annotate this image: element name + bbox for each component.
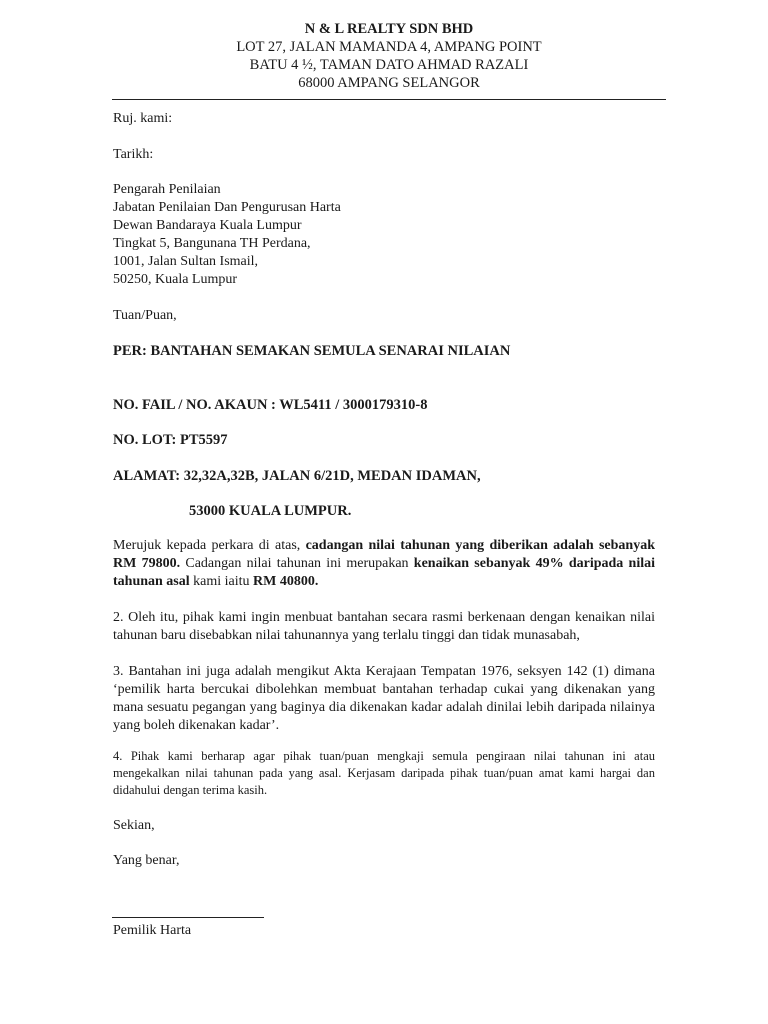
p1-text: Merujuk kepada perkara di atas,	[113, 538, 306, 553]
p1-bold-increase: kenaikan sebanyak 49% daripada nilai tahunan asal	[113, 556, 656, 589]
p1-bold-original-value: RM 40800.	[253, 574, 319, 589]
reference-label: Ruj. kami:	[113, 111, 173, 126]
p1-text: kami iaitu	[189, 574, 254, 589]
recipient-line: Jabatan Penilaian Dan Pengurusan Harta	[113, 200, 341, 215]
date-label: Tarikh:	[113, 147, 154, 162]
file-account-number: NO. FAIL / NO. AKAUN : WL5411 / 3000179310-8	[113, 397, 428, 413]
property-address-line-2: 53000 KUALA LUMPUR.	[189, 503, 352, 519]
salutation: Tuan/Puan,	[113, 308, 177, 323]
paragraph-2: 2. Oleh itu, pihak kami ingin menbuat bantahan secara rasmi berkenaan dengan kenaikan nilai tahunan baru disebabkan nilai tahunannya yang terlalu tinggi dan tidak munasabah,	[113, 610, 655, 643]
company-name: N & L REALTY SDN BHD	[304, 21, 474, 37]
signatory-title: Pemilik Harta	[113, 923, 192, 938]
recipient-line: Tingkat 5, Bangunana TH Perdana,	[113, 236, 311, 251]
subject-heading: PER: BANTAHAN SEMAKAN SEMULA SENARAI NILAIAN	[113, 343, 511, 359]
recipient-line: 1001, Jalan Sultan Ismail,	[113, 254, 259, 269]
company-address-line-2: BATU 4 ½, TAMAN DATO AHMAD RAZALI	[249, 57, 529, 73]
recipient-line: 50250, Kuala Lumpur	[113, 272, 238, 287]
p1-text: Cadangan nilai tahunan ini merupakan	[180, 556, 414, 571]
company-address-line-3: 68000 AMPANG SELANGOR	[298, 75, 480, 91]
recipient-line: Pengarah Penilaian	[113, 182, 221, 197]
recipient-line: Dewan Bandaraya Kuala Lumpur	[113, 218, 302, 233]
closing-yang-benar: Yang benar,	[113, 853, 180, 868]
signature-line	[112, 917, 264, 918]
closing-sekian: Sekian,	[113, 818, 155, 833]
header-divider	[112, 99, 666, 100]
lot-number: NO. LOT: PT5597	[113, 432, 228, 448]
paragraph-3: 3. Bantahan ini juga adalah mengikut Akta Kerajaan Tempatan 1976, seksyen 142 (1) dimana ‘pemilik harta bercukai dibolehkan membuat bantahan terhadap cukai yang dikenakan yang mana sesuatu pegangan yang baginya dia dikenakan kadar adalah dinilai lebih daripada nilainya yang boleh dikenakan kadar’.	[113, 664, 655, 733]
company-address-line-1: LOT 27, JALAN MAMANDA 4, AMPANG POINT	[236, 39, 542, 55]
paragraph-1	[113, 537, 655, 591]
p1-bold-proposed-value: cadangan nilai tahunan yang diberikan adalah sebanyak RM 79800.	[113, 538, 655, 571]
paragraph-4: 4. Pihak kami berharap agar pihak tuan/puan mengkaji semula pengiraan nilai tahunan ini atau mengekalkan nilai tahunan pada yang asal. Kerjasam daripada pihak tuan/puan amat kami hargai dan didahului dengan terima kasih.	[113, 749, 655, 797]
property-address-line-1: ALAMAT: 32,32A,32B, JALAN 6/21D, MEDAN IDAMAN,	[113, 468, 481, 484]
